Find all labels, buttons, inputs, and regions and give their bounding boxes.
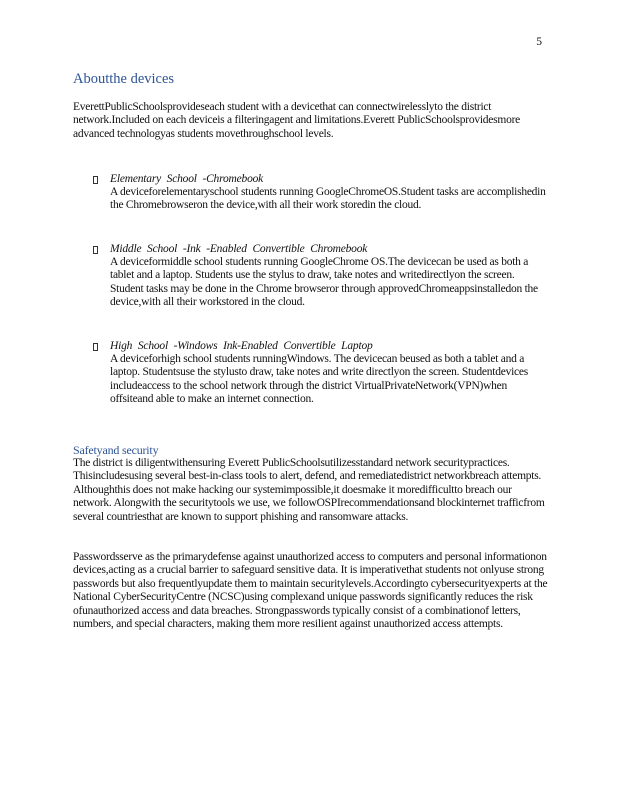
device-item-description: A deviceforelementaryschool students running GoogleChromeOS.Student tasks are accomplishedin the Chromebrowseron the device,with all their work storedin the cloud. <box>110 186 546 212</box>
bullet-icon <box>91 175 99 185</box>
page-number: 5 <box>536 36 542 48</box>
device-item-description: A deviceforhigh school students runningWindows. The devicecan beused as both a tablet and a laptop. Studentsuse the stylusto draw, take notes and write directlyon the screen. Studentdevices includeaccess to the school network through the district VirtualPrivateNetwork(VPN)when offsiteand able to make an internet connection. <box>110 353 528 406</box>
bullet-icon <box>91 245 99 255</box>
section-heading-security: Safetyand security <box>73 443 159 457</box>
device-item-title: High School -Windows Ink-Enabled Convertible Laptop <box>110 340 373 352</box>
devices-intro-paragraph: EverettPublicSchoolsprovideseach student with a devicethat can connectwirelesslyto the district network.Included on each deviceis a filteringagent and limitations.Everett PublicSchoolsprovidesmore advanced technologyas students movethroughschool levels. <box>73 101 521 140</box>
bullet-icon <box>91 342 99 352</box>
security-paragraph: The district is diligentwithensuring Everett PublicSchoolsutilizesstandard network securitypractices. Thisincludesusing several best-in-class tools to alert, defend, and remediatedistrict networkbreach attempts. Althoughthis does not make hacking our systemimpossible,it doesmake it moredifficultto breach our network. Alongwith the securitytools we use, we followOSPIrecommendationsand blockinternet trafficfrom several countriesthat are known to support phishing and ransomware attacks. <box>73 457 545 523</box>
section-heading-devices: Aboutthe devices <box>73 71 175 87</box>
device-item-title: Elementary School -Chromebook <box>110 173 264 185</box>
device-item-description: A deviceformiddle school students running GoogleChrome OS.The devicecan be used as both a tablet and a laptop. Students use the stylus to draw, take notes and writedirectlyon the screen. Student tasks may be done in the Chrome browseror through approvedChromeappsinstalledon the device,with all their workstored in the cloud. <box>110 256 538 309</box>
device-item-title: Middle School -Ink -Enabled Convertible Chromebook <box>110 243 368 255</box>
passwords-paragraph: Passwordsserve as the primarydefense against unauthorized access to computers and personal informationon devices,acting as a crucial barrier to safeguard sensitive data. It is imperativethat students not onlyuse strong passwords but also frequentlyupdate them to maintain securitylevels.Accordingto cybersecurityexperts at the National CyberSecurityCentre (NCSC)using complexand unique passwords significantly reduces the risk ofunauthorized access and data breaches. Strongpasswords typically consist of a combinationof letters, numbers, and special characters, making them more resilient against unauthorized access attempts. <box>73 551 548 631</box>
